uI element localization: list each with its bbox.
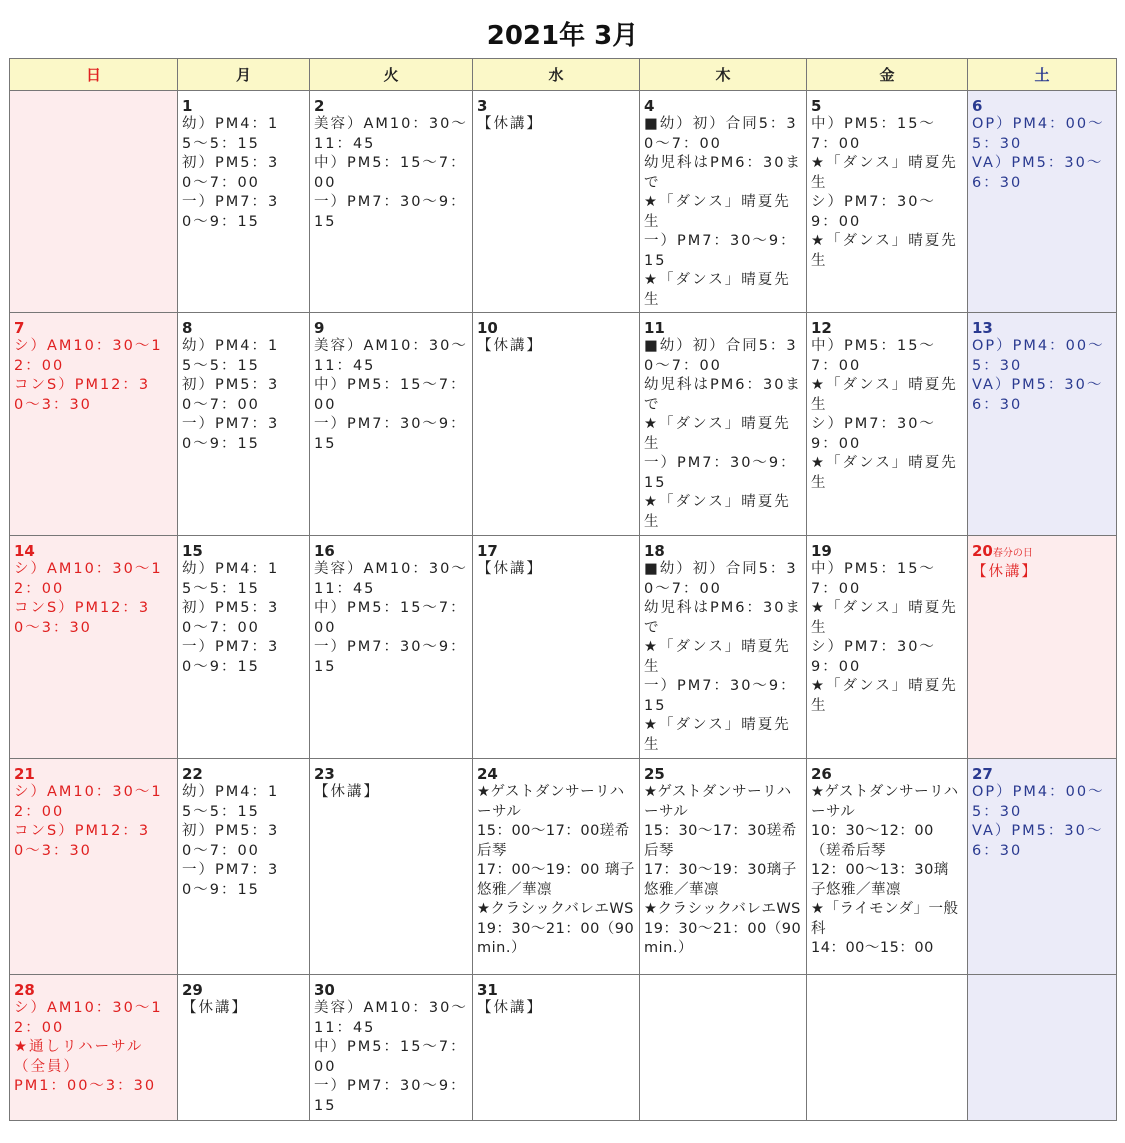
event-entry: 幼児科はPM6：30まで: [644, 377, 802, 413]
weekday-header-row: [10, 59, 1117, 91]
event-entry: 【休講】: [314, 784, 380, 800]
day-cell[interactable]: [310, 536, 473, 759]
day-number-text: 6: [972, 97, 983, 115]
page-title: 2021年 3月: [486, 21, 639, 51]
event-entry: 17：30〜19：30璃子悠雅／華凛: [644, 862, 797, 898]
event-entry: コンS）PM12：30〜3：30: [14, 823, 151, 859]
event-entry: ★「ダンス」晴夏先生: [644, 639, 791, 675]
day-number-text: 5: [811, 97, 822, 115]
day-number: [811, 542, 963, 560]
event-entry: ■幼）初）合同5：30〜7：00: [644, 116, 798, 152]
event-entry: 17：00〜19：00 璃子 悠雅／華凛: [477, 862, 641, 898]
day-cell[interactable]: [310, 759, 473, 975]
event-entry: 【休講】: [477, 116, 543, 132]
event-entry: 中）PM5：15〜7：00: [811, 338, 936, 374]
day-number-text: 29: [182, 981, 203, 999]
day-number-text: 12: [811, 319, 832, 337]
event-entry: 一）PM7：30〜9：15: [314, 194, 467, 230]
event-entry: 初）PM5：30〜7：00: [182, 600, 280, 636]
day-number: [477, 981, 635, 999]
day-number: [972, 97, 1112, 115]
calendar-grid: [9, 58, 1117, 1121]
week-row: [10, 91, 1117, 313]
day-number: [182, 319, 305, 337]
event-entry: ★ゲストダンサーリハーサル: [477, 784, 625, 820]
day-cell[interactable]: [310, 313, 473, 536]
event-entry: ★「ダンス」晴夏先生: [644, 717, 791, 753]
day-number: [644, 319, 802, 337]
event-entry: 初）PM5：30〜7：00: [182, 377, 280, 413]
day-number-text: 19: [811, 542, 832, 560]
day-number: [644, 765, 802, 783]
event-entry: 中）PM5：15〜7：00: [314, 1039, 467, 1075]
day-number-text: 7: [14, 319, 25, 337]
weekday-thursday: 木: [640, 59, 807, 91]
day-number-text: 17: [477, 542, 498, 560]
event-entry: ★クラシックバレエWS: [477, 901, 634, 917]
event-entry: シ）AM10：30〜12：00: [14, 561, 163, 597]
event-entry: シ）AM10：30〜12：00: [14, 784, 163, 820]
event-entry: ★ゲストダンサーリハーサル: [644, 784, 792, 820]
week-row: [10, 975, 1117, 1121]
event-entry: ★「ダンス」晴夏先生: [644, 494, 791, 530]
event-entry: シ）AM10：30〜12：00: [14, 1000, 163, 1036]
day-cell[interactable]: [178, 975, 310, 1121]
day-cell[interactable]: [640, 313, 807, 536]
event-entry: 美容）AM10：30〜11：45: [314, 561, 468, 597]
day-number: [314, 542, 468, 560]
day-number: [182, 765, 305, 783]
event-entry: シ）PM7：30〜9：00: [811, 639, 936, 675]
day-number-text: 28: [14, 981, 35, 999]
day-number: [477, 765, 635, 783]
event-entry: ★ゲストダンサーリハーサル: [811, 784, 959, 820]
event-entry: 12：00〜13：30璃子悠雅／華凛: [811, 862, 949, 898]
weekday-friday: 金: [807, 59, 968, 91]
day-number: [644, 542, 802, 560]
day-number-text: 10: [477, 319, 498, 337]
event-entry: ★「ダンス」晴夏先生: [811, 233, 958, 269]
day-number: [811, 97, 963, 115]
day-number: [182, 542, 305, 560]
event-entry: VA）PM5：30〜6：30: [972, 155, 1104, 191]
weekday-wednesday: 水: [473, 59, 640, 91]
holiday-name: 春分の日: [992, 548, 1033, 559]
day-cell[interactable]: [178, 759, 310, 975]
day-number-text: 13: [972, 319, 993, 337]
event-entry: コンS）PM12：30〜3：30: [14, 600, 151, 636]
day-number-text: 18: [644, 542, 665, 560]
event-entry: ★「ダンス」晴夏先生: [644, 272, 791, 308]
day-cell-empty: [640, 975, 807, 1121]
event-entry: OP）PM4：00〜5：30: [972, 784, 1105, 820]
day-number-text: 2: [314, 97, 325, 115]
event-entry: 一）PM7：30〜9：15: [182, 194, 280, 230]
day-cell[interactable]: [473, 975, 640, 1121]
day-cell-empty: [968, 975, 1117, 1121]
day-number: [811, 319, 963, 337]
event-entry: OP）PM4：00〜5：30: [972, 338, 1105, 374]
event-entry: 14：00〜15：00: [811, 940, 934, 956]
event-entry: 10：30〜12：00（瑳希后琴: [811, 823, 934, 859]
day-cell-empty: [10, 91, 178, 313]
day-cell[interactable]: [968, 759, 1117, 975]
day-number: [314, 981, 468, 999]
event-entry: 一）PM7：30〜9：15: [182, 862, 280, 898]
event-entry: 一）PM7：30〜9：15: [314, 639, 467, 675]
day-number: [644, 97, 802, 115]
event-entry: ★「ダンス」晴夏先生: [644, 416, 791, 452]
event-entry: ★「ダンス」晴夏先生: [644, 194, 791, 230]
event-entry: 幼）PM4：15〜5：15: [182, 338, 280, 374]
day-number-text: 1: [182, 97, 193, 115]
event-entry: VA）PM5：30〜6：30: [972, 377, 1104, 413]
event-entry: 【休講】: [477, 1000, 543, 1016]
day-number: [477, 319, 635, 337]
event-entry: 一）PM7：30〜9：15: [314, 1078, 467, 1114]
day-number-text: 21: [14, 765, 35, 783]
day-number: [314, 319, 468, 337]
day-number: [182, 981, 305, 999]
day-number-text: 22: [182, 765, 203, 783]
event-entry: 中）PM5：15〜7：00: [314, 377, 467, 413]
event-entry: 幼）PM4：15〜5：15: [182, 784, 280, 820]
event-entry: 一）PM7：30〜9：15: [644, 233, 797, 269]
day-cell[interactable]: [310, 91, 473, 313]
event-entry: ★「ダンス」晴夏先生: [811, 455, 958, 491]
day-number: [972, 765, 1112, 783]
day-cell[interactable]: [807, 313, 968, 536]
day-number: [14, 981, 173, 999]
event-entry: ■幼）初）合同5：30〜7：00: [644, 338, 798, 374]
day-number-text: 16: [314, 542, 335, 560]
event-entry: ★「ダンス」晴夏先生: [811, 155, 958, 191]
event-entry: 19：30〜21：00（90min.）: [644, 920, 802, 956]
day-number-text: 20: [972, 542, 993, 560]
day-cell[interactable]: [968, 91, 1117, 313]
day-number: [477, 97, 635, 115]
day-cell[interactable]: [10, 536, 178, 759]
day-cell[interactable]: [640, 759, 807, 975]
day-cell[interactable]: [10, 313, 178, 536]
event-entry: シ）PM7：30〜9：00: [811, 194, 936, 230]
event-entry: ★「ダンス」晴夏先生: [811, 377, 958, 413]
day-number-text: 31: [477, 981, 498, 999]
event-entry: ★「ダンス」晴夏先生: [811, 600, 958, 636]
day-number-text: 3: [477, 97, 488, 115]
event-entry: 一）PM7：30〜9：15: [644, 678, 797, 714]
day-cell[interactable]: [473, 91, 640, 313]
day-number: [972, 542, 1112, 563]
day-number-text: 11: [644, 319, 665, 337]
day-number-text: 15: [182, 542, 203, 560]
event-entry: 幼）PM4：15〜5：15: [182, 116, 280, 152]
day-number-text: 14: [14, 542, 35, 560]
day-cell[interactable]: [10, 975, 178, 1121]
week-row: [10, 313, 1117, 536]
day-cell[interactable]: [473, 759, 640, 975]
day-number-text: 30: [314, 981, 335, 999]
event-entry: 19：30〜21：00（90min.）: [477, 920, 635, 956]
day-cell[interactable]: [178, 91, 310, 313]
event-entry: 中）PM5：15〜7：00: [314, 600, 467, 636]
event-entry: 中）PM5：15〜7：00: [811, 561, 936, 597]
weekday-saturday: 土: [968, 59, 1117, 91]
day-cell-empty: [807, 975, 968, 1121]
day-cell[interactable]: [968, 313, 1117, 536]
event-entry: ★「ライモンダ」一般科: [811, 901, 959, 937]
event-entry: ★クラシックバレエWS: [644, 901, 801, 917]
day-number-text: 24: [477, 765, 498, 783]
day-cell[interactable]: [10, 759, 178, 975]
event-entry: 【休講】: [182, 1000, 248, 1016]
event-entry: 初）PM5：30〜7：00: [182, 155, 280, 191]
event-entry: 美容）AM10：30〜11：45: [314, 1000, 468, 1036]
weekday-monday: 月: [178, 59, 310, 91]
day-number: [811, 765, 963, 783]
event-entry: ★「ダンス」晴夏先生: [811, 678, 958, 714]
event-entry: PM1：00〜3：30: [14, 1078, 157, 1094]
day-cell[interactable]: [310, 975, 473, 1121]
day-number-text: 8: [182, 319, 193, 337]
event-entry: 一）PM7：30〜9：15: [644, 455, 797, 491]
day-cell[interactable]: [178, 536, 310, 759]
event-entry: 幼児科はPM6：30まで: [644, 155, 802, 191]
day-number-text: 9: [314, 319, 325, 337]
week-row: [10, 536, 1117, 759]
event-entry: シ）PM7：30〜9：00: [811, 416, 936, 452]
event-entry: 【休講】: [477, 338, 543, 354]
event-entry: シ）AM10：30〜12：00: [14, 338, 163, 374]
day-number-text: 4: [644, 97, 655, 115]
day-number-text: 26: [811, 765, 832, 783]
day-number: [14, 765, 173, 783]
event-entry: VA）PM5：30〜6：30: [972, 823, 1104, 859]
day-number-text: 23: [314, 765, 335, 783]
day-number: [972, 319, 1112, 337]
day-cell[interactable]: [807, 91, 968, 313]
event-entry: 一）PM7：30〜9：15: [182, 639, 280, 675]
day-number: [477, 542, 635, 560]
event-entry: 【休講】: [477, 561, 543, 577]
event-entry: 中）PM5：15〜7：00: [314, 155, 467, 191]
day-cell[interactable]: [968, 536, 1117, 759]
day-cell[interactable]: [807, 536, 968, 759]
day-number: [182, 97, 305, 115]
day-cell[interactable]: [807, 759, 968, 975]
day-number: [14, 542, 173, 560]
event-entry: 一）PM7：30〜9：15: [182, 416, 280, 452]
event-entry: 初）PM5：30〜7：00: [182, 823, 280, 859]
day-number: [314, 765, 468, 783]
day-number-text: 27: [972, 765, 993, 783]
day-number: [14, 319, 173, 337]
event-entry: 幼児科はPM6：30まで: [644, 600, 802, 636]
event-entry: ★通しリハーサル（全員）: [14, 1039, 144, 1075]
day-cell[interactable]: [178, 313, 310, 536]
day-cell[interactable]: [473, 536, 640, 759]
event-entry: 一）PM7：30〜9：15: [314, 416, 467, 452]
event-entry: 15：30〜17：30瑳希后琴: [644, 823, 797, 859]
day-number: [314, 97, 468, 115]
event-entry: 幼）PM4：15〜5：15: [182, 561, 280, 597]
weekday-sunday: 日: [10, 59, 178, 91]
day-cell[interactable]: [473, 313, 640, 536]
event-entry: コンS）PM12：30〜3：30: [14, 377, 151, 413]
event-entry: 15：00〜17：00瑳希后琴: [477, 823, 630, 859]
event-entry: ■幼）初）合同5：30〜7：00: [644, 561, 798, 597]
day-number-text: 25: [644, 765, 665, 783]
event-entry: 中）PM5：15〜7：00: [811, 116, 936, 152]
week-row: [10, 759, 1117, 975]
event-entry: 美容）AM10：30〜11：45: [314, 116, 468, 152]
weekday-tuesday: 火: [310, 59, 473, 91]
day-cell[interactable]: [640, 536, 807, 759]
event-entry: OP）PM4：00〜5：30: [972, 116, 1105, 152]
day-cell[interactable]: [640, 91, 807, 313]
event-entry: 美容）AM10：30〜11：45: [314, 338, 468, 374]
event-entry: 【休講】: [972, 564, 1038, 580]
